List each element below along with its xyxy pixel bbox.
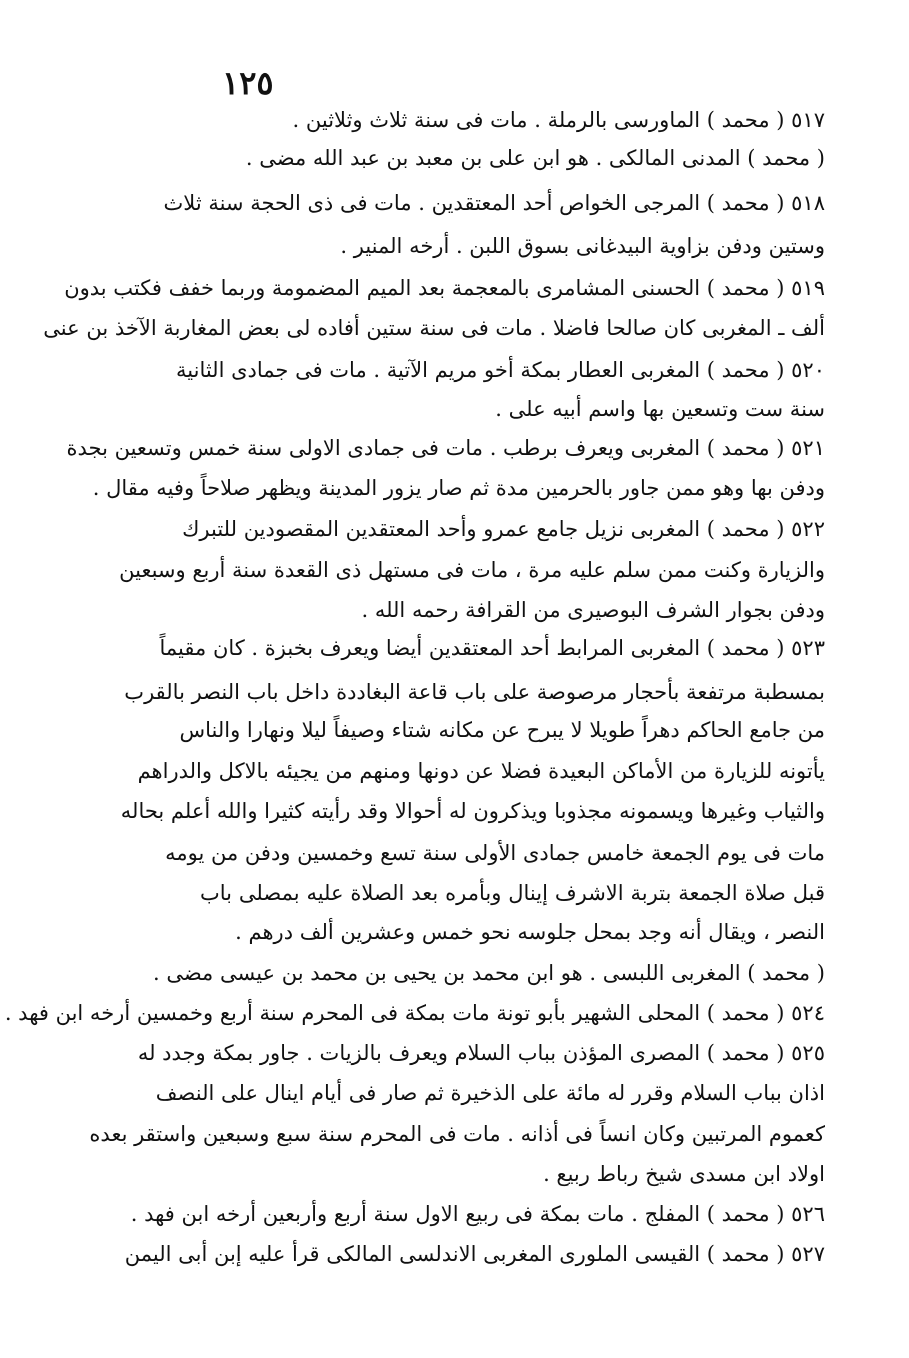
text-line: وستين ودفن بزاوية البيدغانى بسوق اللبن . أرخه المنير . (340, 234, 825, 258)
text-line: اولاد ابن مسدى شيخ رباط ربيع . (543, 1162, 825, 1186)
text-line: والثياب وغيرها ويسمونه مجذوبا ويذكرون له أحوالا وقد رأيته كثيرا والله أعلم بحاله (120, 799, 825, 823)
text-line: ٥٢٦ ( محمد ) المفلج . مات بمكة فى ربيع الاول سنة أربع وأربعين أرخه ابن فهد . (130, 1202, 825, 1226)
text-line: ودفن بها وهو ممن جاور بالحرمين مدة ثم صار يزور المدينة ويظهر صلاحاً وفيه مقال . (92, 476, 825, 500)
text-line: ٥٢٥ ( محمد ) المصرى المؤذن بباب السلام ويعرف بالزيات . جاور بمكة وجدد له (137, 1041, 825, 1065)
text-line: النصر ، ويقال أنه وجد بمحل جلوسه نحو خمس وعشرين ألف درهم . (235, 920, 825, 944)
text-line: ( محمد ) المدنى المالكى . هو ابن على بن معبد بن عبد الله مضى . (245, 146, 825, 170)
text-line: ٥٢٣ ( محمد ) المغربى المرابط أحد المعتقدين أيضا ويعرف بخبزة . كان مقيماً (159, 636, 825, 660)
text-line: ٥٢١ ( محمد ) المغربى ويعرف برطب . مات فى جمادى الاولى سنة خمس وتسعين بجدة (66, 436, 825, 460)
text-line: ( محمد ) المغربى اللبسى . هو ابن محمد بن يحيى بن محمد بن عيسى مضى . (152, 961, 825, 985)
page-number: ١٢٥ (222, 64, 274, 102)
text-line: ٥١٩ ( محمد ) الحسنى المشامرى بالمعجمة بعد الميم المضمومة وربما خفف فكتب بدون (64, 276, 825, 300)
text-line: ٥١٨ ( محمد ) المرجى الخواص أحد المعتقدين . مات فى ذى الحجة سنة ثلاث (163, 191, 825, 215)
text-line: سنة ست وتسعين بها واسم أبيه على . (495, 397, 825, 421)
text-line: كعموم المرتبين وكان انساً فى أذانه . مات فى المحرم سنة سبع وسبعين واستقر بعده (89, 1122, 825, 1146)
text-line: قبل صلاة الجمعة بتربة الاشرف إينال وبأمره بعد الصلاة عليه بمصلى باب (200, 881, 825, 905)
text-line: ٥٢٤ ( محمد ) المحلى الشهير بأبو تونة مات بمكة فى المحرم سنة أربع وخمسين أرخه ابن فهد . (4, 1001, 825, 1025)
text-line: ودفن بجوار الشرف البوصيرى من القرافة رحمه الله . (361, 598, 825, 622)
text-line: يأتونه للزيارة من الأماكن البعيدة فضلا عن دونها ومنهم من يجيئه بالاكل والدراهم (137, 759, 825, 783)
text-line: مات فى يوم الجمعة خامس جمادى الأولى سنة تسع وخمسين ودفن من يومه (165, 841, 825, 865)
text-line: من جامع الحاكم دهراً طويلا لا يبرح عن مكانه شتاء وصيفاً ليلا ونهارا والناس (179, 718, 825, 742)
text-line: بمسطبة مرتفعة بأحجار مرصوصة على باب قاعة البغاددة داخل باب النصر بالقرب (124, 680, 825, 704)
text-line: ٥٢٠ ( محمد ) المغربى العطار بمكة أخو مريم الآتية . مات فى جمادى الثانية (176, 358, 825, 382)
text-line: ألف ـ المغربى كان صالحا فاضلا . مات فى سنة ستين أفاده لى بعض المغاربة الآخذ بن عنى (43, 316, 825, 340)
text-line: ٥٢٧ ( محمد ) القيسى الملورى المغربى الاندلسى المالكى قرأ عليه إبن أبى اليمن (124, 1242, 825, 1266)
text-line: ٥٢٢ ( محمد ) المغربى نزيل جامع عمرو وأحد المعتقدين المقصودين للتبرك (182, 517, 825, 541)
text-line: اذان بباب السلام وقرر له مائة على الذخيرة ثم صار فى أيام اينال على النصف (155, 1081, 825, 1105)
text-line: والزيارة وكنت ممن سلم عليه مرة ، مات فى مستهل ذى القعدة سنة أربع وسبعين (119, 558, 825, 582)
text-line: ٥١٧ ( محمد ) الماورسى بالرملة . مات فى سنة ثلاث وثلاثين . (292, 108, 825, 132)
